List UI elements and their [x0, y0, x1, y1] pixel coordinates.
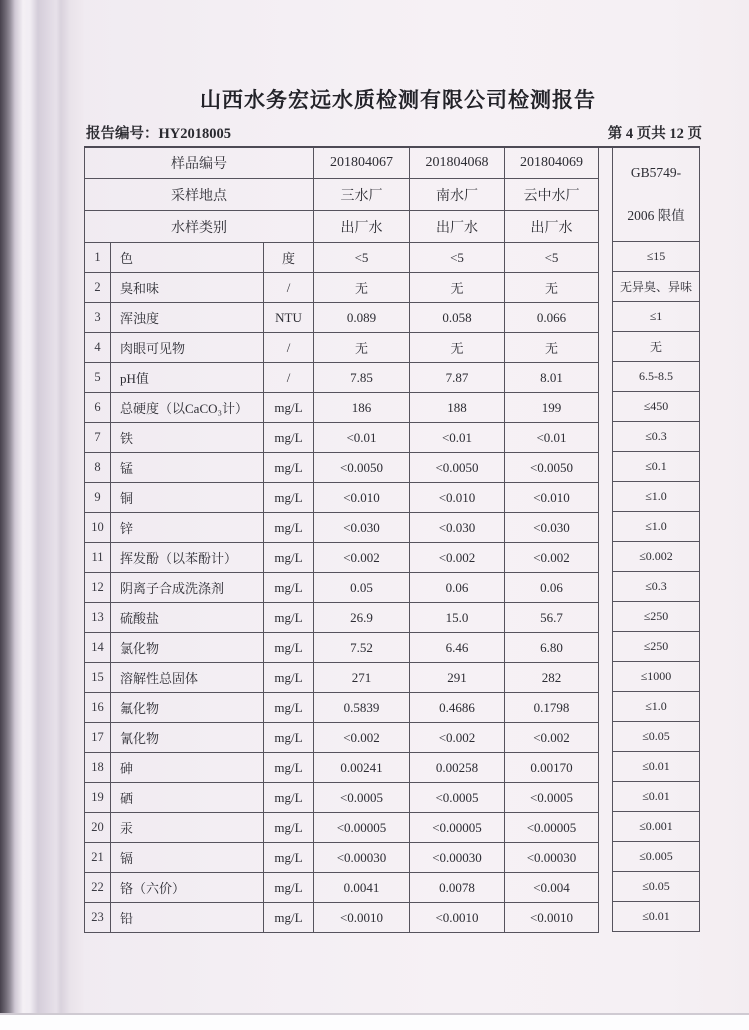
sample3-value: 199 [505, 393, 599, 423]
table-row [85, 243, 599, 273]
limit-row [613, 242, 700, 272]
sample2-value: 0.058 [410, 303, 505, 333]
parameter-unit: mg/L [264, 543, 314, 573]
parameter-name: 挥发酚（以苯酚计） [111, 543, 264, 573]
sample2-value: <0.002 [410, 723, 505, 753]
sampling-location-1: 三水厂 [314, 179, 410, 211]
sample1-value: <0.01 [314, 423, 410, 453]
sample3-value: <0.00005 [505, 813, 599, 843]
row-index: 18 [85, 753, 111, 783]
sampling-location-header-row [85, 179, 599, 211]
limit-value: ≤0.01 [613, 782, 700, 812]
sample3-value: 282 [505, 663, 599, 693]
sample3-value: <0.0050 [505, 453, 599, 483]
limit-value: ≤0.05 [613, 872, 700, 902]
parameter-name: 氟化物 [111, 693, 264, 723]
row-index: 7 [85, 423, 111, 453]
limit-value: ≤1.0 [613, 482, 700, 512]
sampling-location-3: 云中水厂 [505, 179, 599, 211]
sample1-value: <0.0050 [314, 453, 410, 483]
limit-value: ≤1 [613, 302, 700, 332]
limit-row [613, 842, 700, 872]
sample2-value: <0.002 [410, 543, 505, 573]
limit-value: ≤15 [613, 242, 700, 272]
limit-row [613, 782, 700, 812]
sample3-value: 8.01 [505, 363, 599, 393]
table-row [85, 813, 599, 843]
sample1-value: 0.05 [314, 573, 410, 603]
parameter-name: 铬（六价） [111, 873, 264, 903]
sample1-value: <0.010 [314, 483, 410, 513]
limit-value: ≤0.001 [613, 812, 700, 842]
sample1-value: 0.00241 [314, 753, 410, 783]
row-index: 4 [85, 333, 111, 363]
row-index: 3 [85, 303, 111, 333]
limit-value: ≤450 [613, 392, 700, 422]
parameter-unit: mg/L [264, 723, 314, 753]
sample-type-header-row [85, 211, 599, 243]
table-row [85, 303, 599, 333]
sample3-value: 0.066 [505, 303, 599, 333]
parameter-name: 浑浊度 [111, 303, 264, 333]
row-index: 9 [85, 483, 111, 513]
sample1-value: 7.85 [314, 363, 410, 393]
sample1-value: <0.030 [314, 513, 410, 543]
limit-row [613, 902, 700, 932]
limit-value: ≤1.0 [613, 692, 700, 722]
limit-value: ≤250 [613, 602, 700, 632]
sample3-value: 0.1798 [505, 693, 599, 723]
table-row [85, 903, 599, 933]
sample1-value: 0.5839 [314, 693, 410, 723]
sample3-value: <0.0005 [505, 783, 599, 813]
page-curl-shadow [0, 0, 84, 1013]
table-row [85, 333, 599, 363]
sample1-value: <0.00030 [314, 843, 410, 873]
limit-value: ≤0.002 [613, 542, 700, 572]
parameter-unit: mg/L [264, 603, 314, 633]
sample2-value: 无 [410, 333, 505, 363]
parameter-unit: mg/L [264, 663, 314, 693]
row-index: 11 [85, 543, 111, 573]
sample-id-3: 201804069 [505, 147, 599, 179]
parameter-unit: mg/L [264, 903, 314, 933]
limit-row [613, 302, 700, 332]
sample1-value: 186 [314, 393, 410, 423]
table-row [85, 633, 599, 663]
limit-value: ≤0.3 [613, 422, 700, 452]
sample1-value: <0.002 [314, 543, 410, 573]
parameter-unit: mg/L [264, 483, 314, 513]
parameter-unit: mg/L [264, 423, 314, 453]
table-row [85, 423, 599, 453]
report-number: 报告编号：HY2018005 [86, 126, 231, 142]
table-row [85, 363, 599, 393]
table-row [85, 273, 599, 303]
sample2-value: 291 [410, 663, 505, 693]
row-index: 20 [85, 813, 111, 843]
sample1-value: <0.0010 [314, 903, 410, 933]
sample1-value: 无 [314, 333, 410, 363]
sample1-value: <0.002 [314, 723, 410, 753]
sample-type-3: 出厂水 [505, 211, 599, 243]
limit-row [613, 752, 700, 782]
sample2-value: 0.06 [410, 573, 505, 603]
limit-row [613, 812, 700, 842]
limit-value: ≤0.1 [613, 452, 700, 482]
row-index: 13 [85, 603, 111, 633]
sample3-value: <0.030 [505, 513, 599, 543]
table-row [85, 603, 599, 633]
parameter-unit: mg/L [264, 813, 314, 843]
parameter-unit: / [264, 363, 314, 393]
sample2-value: 0.0078 [410, 873, 505, 903]
parameter-name: 锰 [111, 453, 264, 483]
parameter-unit: mg/L [264, 843, 314, 873]
sample2-value: 无 [410, 273, 505, 303]
sample-type-1: 出厂水 [314, 211, 410, 243]
limit-value: ≤1.0 [613, 512, 700, 542]
limit-value: 无 [613, 332, 700, 362]
table-row [85, 663, 599, 693]
sample3-value: 0.00170 [505, 753, 599, 783]
limit-standard-line2: 2006 限值 [627, 208, 685, 223]
limit-row [613, 722, 700, 752]
row-index: 14 [85, 633, 111, 663]
sample2-value: <0.030 [410, 513, 505, 543]
parameter-unit: / [264, 273, 314, 303]
limit-row [613, 332, 700, 362]
table-row [85, 723, 599, 753]
parameter-name: 色 [111, 243, 264, 273]
sample1-value: <0.00005 [314, 813, 410, 843]
sample2-value: <5 [410, 243, 505, 273]
parameter-unit: 度 [264, 243, 314, 273]
sample2-value: 6.46 [410, 633, 505, 663]
sampling-location-2: 南水厂 [410, 179, 505, 211]
parameter-name: 阴离子合成洗涤剂 [111, 573, 264, 603]
limit-row [613, 362, 700, 392]
parameter-name: 汞 [111, 813, 264, 843]
limit-row [613, 452, 700, 482]
parameter-name: 肉眼可见物 [111, 333, 264, 363]
limit-value: ≤0.3 [613, 572, 700, 602]
parameter-unit: mg/L [264, 753, 314, 783]
limit-value: 无异臭、异味 [613, 272, 700, 302]
row-index: 21 [85, 843, 111, 873]
results-tables [84, 146, 700, 933]
sample3-value: 0.06 [505, 573, 599, 603]
row-index: 22 [85, 873, 111, 903]
limit-row [613, 392, 700, 422]
results-table [84, 146, 599, 933]
sample2-value: <0.010 [410, 483, 505, 513]
sample2-value: 188 [410, 393, 505, 423]
table-row [85, 513, 599, 543]
sample2-value: 0.00258 [410, 753, 505, 783]
sample3-value: 6.80 [505, 633, 599, 663]
sample2-value: <0.0050 [410, 453, 505, 483]
parameter-name: 臭和味 [111, 273, 264, 303]
parameter-name: 铅 [111, 903, 264, 933]
row-index: 10 [85, 513, 111, 543]
limit-row [613, 272, 700, 302]
table-row [85, 753, 599, 783]
table-row [85, 873, 599, 903]
parameter-name: 铜 [111, 483, 264, 513]
limit-row [613, 602, 700, 632]
limit-standard-header [613, 147, 700, 242]
sample3-value: <0.002 [505, 543, 599, 573]
row-index: 17 [85, 723, 111, 753]
row-index: 1 [85, 243, 111, 273]
sample1-value: <0.0005 [314, 783, 410, 813]
parameter-name: 氰化物 [111, 723, 264, 753]
sample1-value: 271 [314, 663, 410, 693]
sample2-value: <0.0010 [410, 903, 505, 933]
limit-value: ≤0.01 [613, 752, 700, 782]
row-index: 15 [85, 663, 111, 693]
sample-type-2: 出厂水 [410, 211, 505, 243]
sample1-value: 7.52 [314, 633, 410, 663]
limit-row [613, 632, 700, 662]
limit-value: ≤1000 [613, 662, 700, 692]
sample-id-1: 201804067 [314, 147, 410, 179]
row-index: 2 [85, 273, 111, 303]
parameter-name: 镉 [111, 843, 264, 873]
limit-value: 6.5-8.5 [613, 362, 700, 392]
parameter-name: 总硬度（以CaCO₃计） [111, 393, 264, 423]
limits-table [612, 146, 700, 932]
parameter-name: pH值 [111, 363, 264, 393]
sample-id-header-row [85, 147, 599, 179]
parameter-unit: NTU [264, 303, 314, 333]
parameter-unit: / [264, 333, 314, 363]
table-row [85, 543, 599, 573]
sample2-value: 7.87 [410, 363, 505, 393]
parameter-name: 氯化物 [111, 633, 264, 663]
parameter-name: 硒 [111, 783, 264, 813]
parameter-unit: mg/L [264, 513, 314, 543]
limit-value: ≤250 [613, 632, 700, 662]
parameter-name: 硫酸盐 [111, 603, 264, 633]
parameter-name: 砷 [111, 753, 264, 783]
parameter-unit: mg/L [264, 633, 314, 663]
parameter-unit: mg/L [264, 783, 314, 813]
sample2-value: <0.0005 [410, 783, 505, 813]
parameter-unit: mg/L [264, 693, 314, 723]
sample3-value: 56.7 [505, 603, 599, 633]
sample3-value: <0.002 [505, 723, 599, 753]
table-row [85, 483, 599, 513]
table-row [85, 453, 599, 483]
limit-row [613, 512, 700, 542]
parameter-name: 铁 [111, 423, 264, 453]
table-row [85, 843, 599, 873]
limit-row [613, 482, 700, 512]
parameter-unit: mg/L [264, 453, 314, 483]
limit-row [613, 542, 700, 572]
sample2-value: <0.00030 [410, 843, 505, 873]
sample1-value: 无 [314, 273, 410, 303]
report-meta-row [86, 122, 702, 143]
sample2-value: 0.4686 [410, 693, 505, 723]
page-title: 山西水务宏远水质检测有限公司检测报告 [200, 88, 596, 112]
sample3-value: <0.00030 [505, 843, 599, 873]
parameter-unit: mg/L [264, 393, 314, 423]
sample2-value: <0.01 [410, 423, 505, 453]
sample3-value: <0.0010 [505, 903, 599, 933]
limit-standard-line1: GB5749- [630, 164, 682, 180]
limit-row [613, 662, 700, 692]
row-index: 16 [85, 693, 111, 723]
sample1-value: 0.0041 [314, 873, 410, 903]
row-index: 8 [85, 453, 111, 483]
table-row [85, 393, 599, 423]
row-index: 12 [85, 573, 111, 603]
sample-type-label: 水样类别 [85, 211, 314, 243]
sample2-value: 15.0 [410, 603, 505, 633]
sample3-value: 无 [505, 273, 599, 303]
sample-id-2: 201804068 [410, 147, 505, 179]
sample3-value: <0.010 [505, 483, 599, 513]
limit-row [613, 872, 700, 902]
sample1-value: 0.089 [314, 303, 410, 333]
row-index: 23 [85, 903, 111, 933]
parameter-unit: mg/L [264, 573, 314, 603]
parameter-name: 溶解性总固体 [111, 663, 264, 693]
table-row [85, 693, 599, 723]
limit-value: ≤0.005 [613, 842, 700, 872]
sample3-value: <0.01 [505, 423, 599, 453]
sample2-value: <0.00005 [410, 813, 505, 843]
row-index: 19 [85, 783, 111, 813]
limit-row [613, 572, 700, 602]
row-index: 6 [85, 393, 111, 423]
sample3-value: <5 [505, 243, 599, 273]
limit-value: ≤0.05 [613, 722, 700, 752]
parameter-name: 锌 [111, 513, 264, 543]
sample3-value: <0.004 [505, 873, 599, 903]
sampling-location-label: 采样地点 [85, 179, 314, 211]
sample3-value: 无 [505, 333, 599, 363]
sample-id-label: 样品编号 [85, 147, 314, 179]
sample1-value: 26.9 [314, 603, 410, 633]
table-row [85, 573, 599, 603]
limit-value: ≤0.01 [613, 902, 700, 932]
row-index: 5 [85, 363, 111, 393]
limit-row [613, 422, 700, 452]
page-indicator: 第 4 页共 12 页 [607, 126, 702, 142]
limit-row [613, 692, 700, 722]
parameter-unit: mg/L [264, 873, 314, 903]
sample1-value: <5 [314, 243, 410, 273]
table-row [85, 783, 599, 813]
